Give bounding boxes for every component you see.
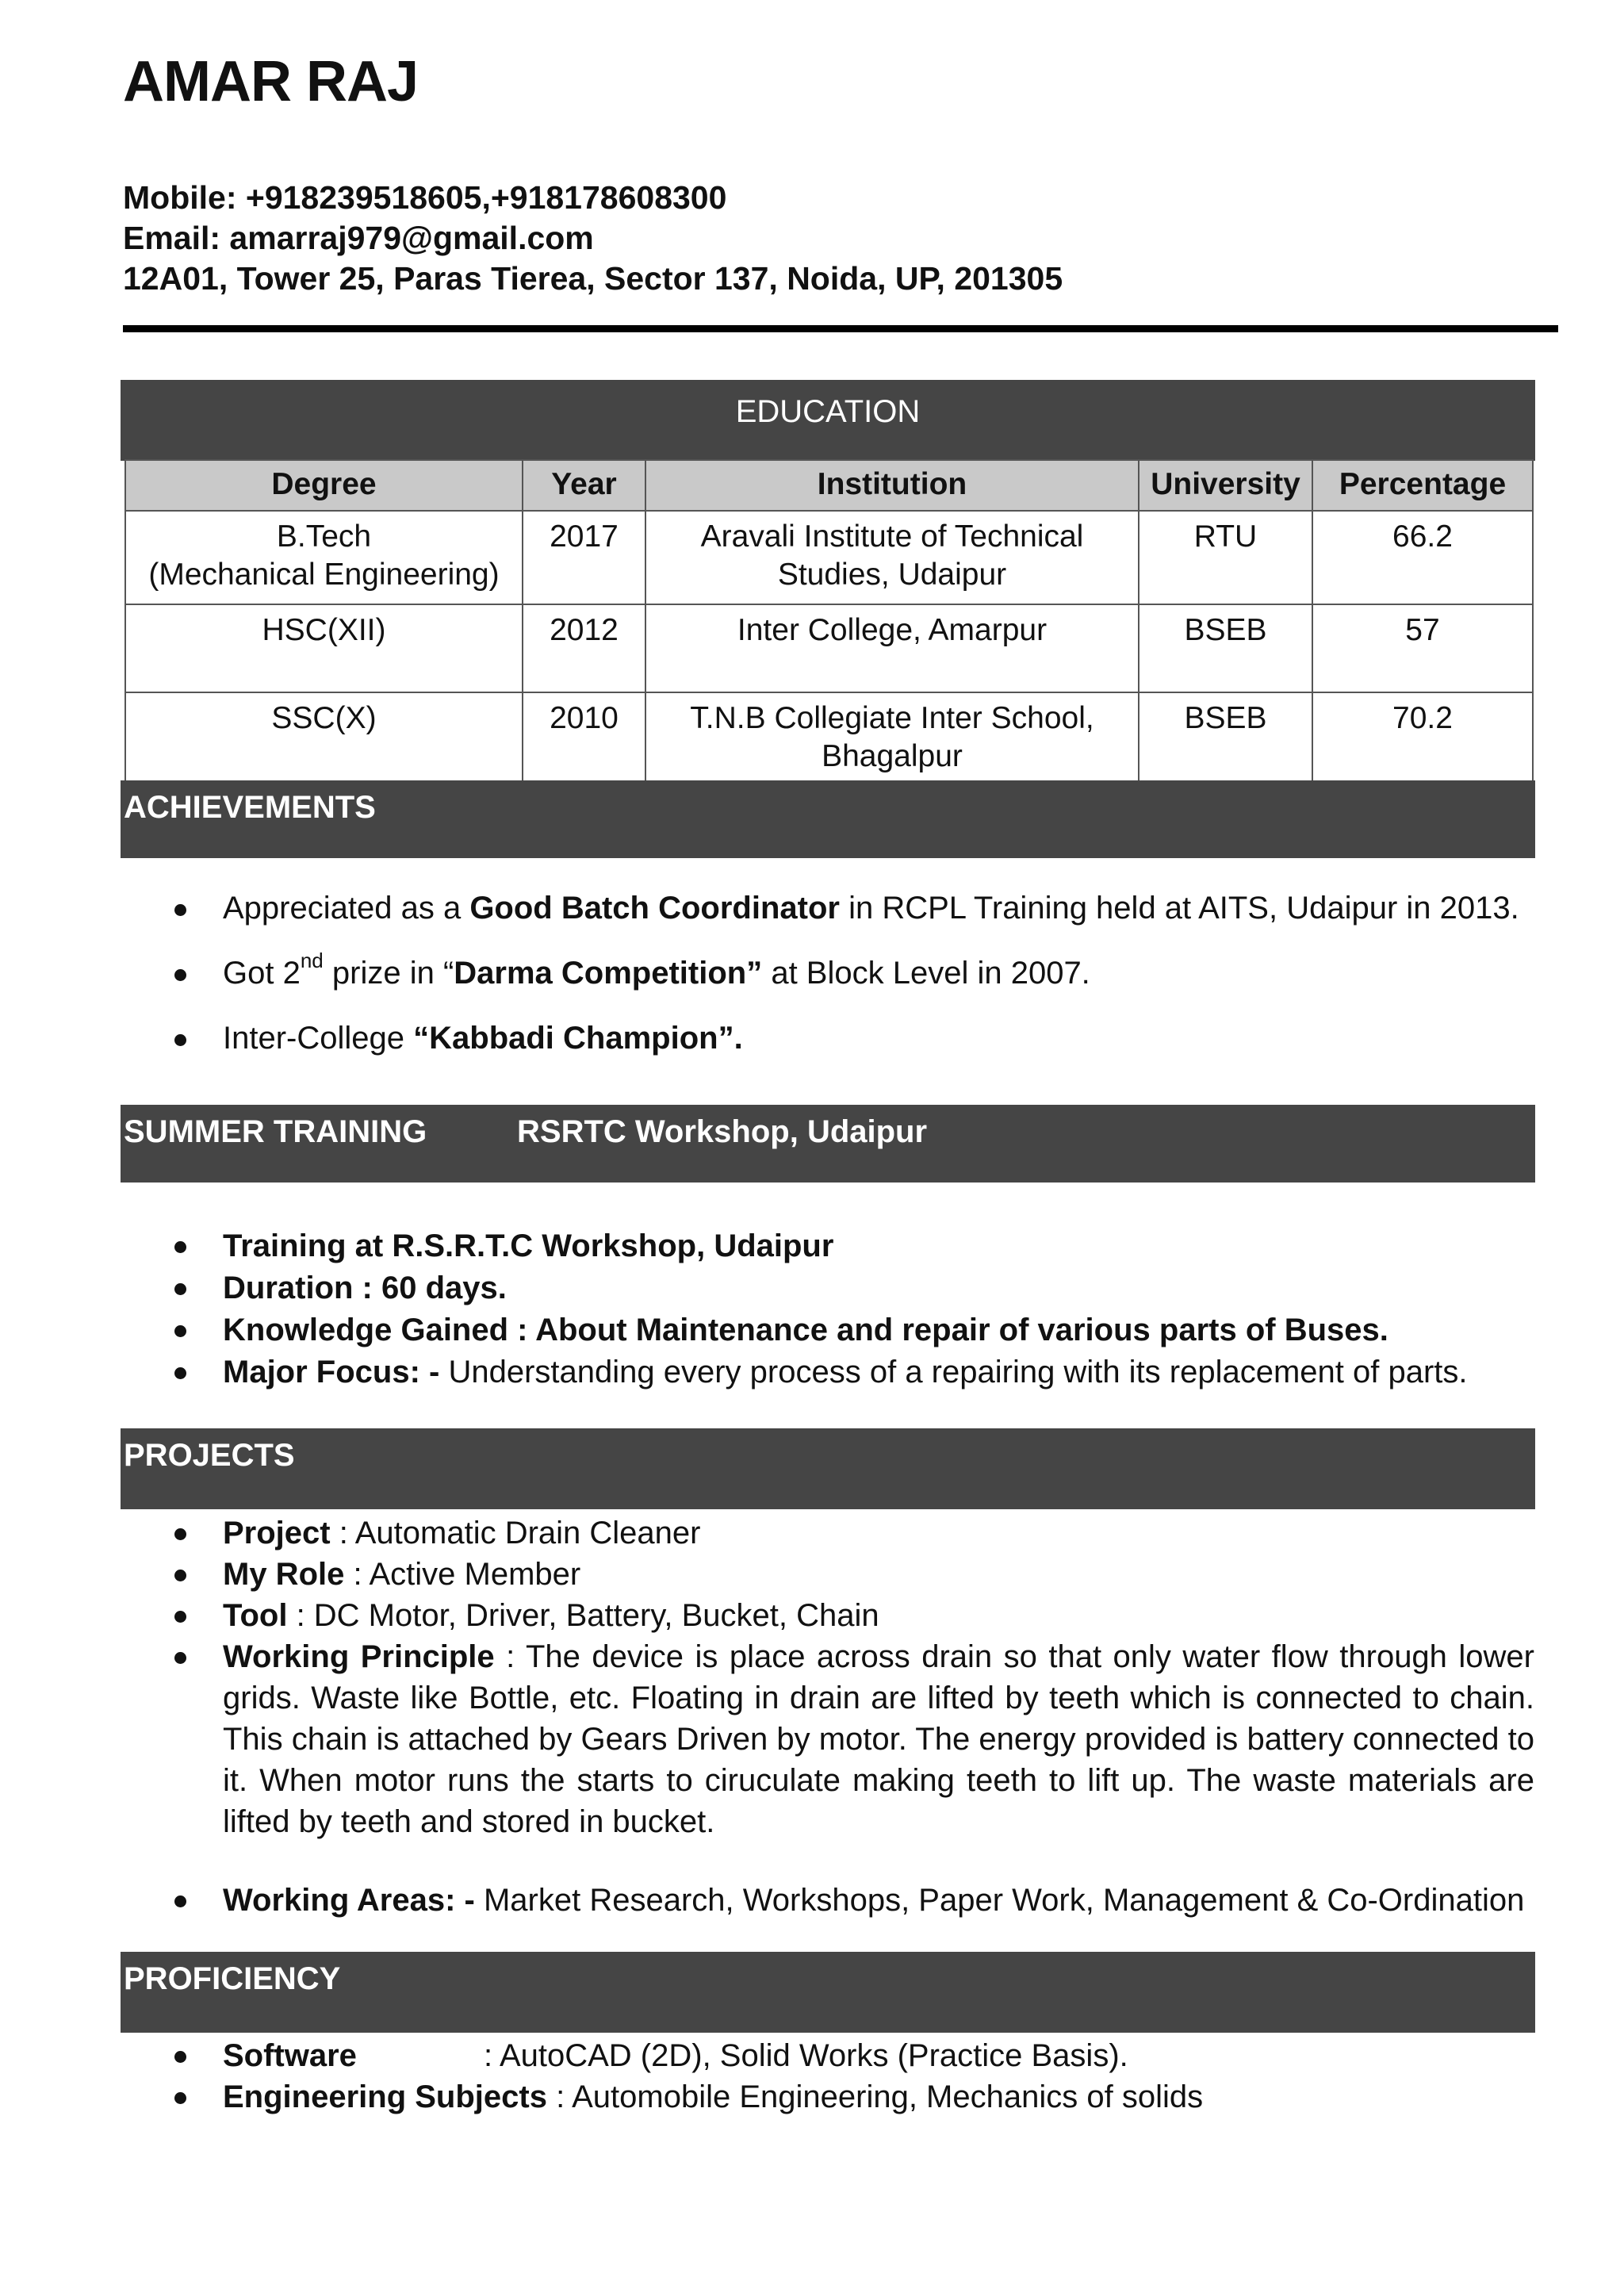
table-row xyxy=(125,604,1533,692)
contact-block xyxy=(123,178,1063,299)
training-subtitle: RSRTC Workshop, Udaipur xyxy=(517,1114,928,1149)
education-table xyxy=(124,459,1534,787)
column-header-year: Year xyxy=(523,460,645,511)
list-item: Inter-College “Kabbadi Champion”. xyxy=(123,1017,1542,1082)
education-title: EDUCATION xyxy=(735,394,921,429)
university-cell: BSEB xyxy=(1139,692,1312,786)
education-header-row xyxy=(125,460,1533,511)
training-title: SUMMER TRAINING xyxy=(124,1114,427,1149)
achievements-list xyxy=(123,887,1542,1082)
list-item: Tool : DC Motor, Driver, Battery, Bucket, Chain xyxy=(123,1595,1542,1636)
projects-section-header xyxy=(121,1428,1535,1509)
list-item: Training at R.S.R.T.C Workshop, Udaipur xyxy=(123,1225,1542,1267)
proficiency-title: PROFICIENCY xyxy=(124,1961,341,1996)
list-item: Appreciated as a Good Batch Coordinator in RCPL Training held at AITS, Udaipur in 2013. xyxy=(123,887,1542,952)
proficiency-list xyxy=(123,2035,1542,2118)
proficiency-section-header xyxy=(121,1952,1535,2033)
header-divider xyxy=(123,325,1558,332)
degree-cell: SSC(X) xyxy=(125,692,523,786)
percentage-cell: 66.2 xyxy=(1312,511,1533,604)
list-item: Knowledge Gained : About Maintenance and repair of various parts of Buses. xyxy=(123,1309,1542,1351)
list-item: Duration : 60 days. xyxy=(123,1267,1542,1309)
list-item: Got 2nd prize in “Darma Competition” at Block Level in 2007. xyxy=(123,952,1542,1017)
institution-cell: T.N.B Collegiate Inter School, Bhagalpur xyxy=(645,692,1139,786)
institution-cell: Aravali Institute of Technical Studies, Udaipur xyxy=(645,511,1139,604)
candidate-name: AMAR RAJ xyxy=(123,50,419,113)
percentage-cell: 70.2 xyxy=(1312,692,1533,786)
address-line: 12A01, Tower 25, Paras Tierea, Sector 137, Noida, UP, 201305 xyxy=(123,260,1063,297)
achievements-section-header xyxy=(121,780,1535,858)
degree-cell: B.Tech (Mechanical Engineering) xyxy=(125,511,523,604)
projects-title: PROJECTS xyxy=(124,1438,295,1473)
year-cell: 2010 xyxy=(523,692,645,786)
column-header-institution: Institution xyxy=(645,460,1139,511)
training-list xyxy=(123,1225,1542,1393)
list-item: Engineering Subjects : Automobile Engineering, Mechanics of solids xyxy=(123,2076,1542,2118)
achievements-title: ACHIEVEMENTS xyxy=(124,790,376,825)
list-item: Working Principle : The device is place across drain so that only water flow through lower grids. Waste like Bottle, etc. Floating in drain are lifted by teeth which is connected to chain. This chain is attached by Gears Driven by motor. The energy provided is battery connected to it. When motor runs the starts to ciruculate making teeth to lift up. The waste materials are lifted by teeth and stored in bucket. xyxy=(123,1636,1542,1842)
degree-cell: HSC(XII) xyxy=(125,604,523,692)
projects-list xyxy=(123,1512,1542,1921)
list-item: My Role : Active Member xyxy=(123,1554,1542,1595)
email-line: Email: amarraj979@gmail.com xyxy=(123,220,594,256)
training-section-header xyxy=(121,1105,1535,1182)
table-row xyxy=(125,692,1533,786)
column-header-university: University xyxy=(1139,460,1312,511)
list-item: Major Focus: - Understanding every process of a repairing with its replacement of parts. xyxy=(123,1351,1542,1393)
column-header-degree: Degree xyxy=(125,460,523,511)
column-header-percentage: Percentage xyxy=(1312,460,1533,511)
list-item: Working Areas: - Market Research, Workshops, Paper Work, Management & Co-Ordination xyxy=(123,1880,1542,1921)
university-cell: RTU xyxy=(1139,511,1312,604)
education-section-header xyxy=(121,380,1535,461)
institution-cell: Inter College, Amarpur xyxy=(645,604,1139,692)
list-item: Project : Automatic Drain Cleaner xyxy=(123,1512,1542,1554)
table-row xyxy=(125,511,1533,604)
mobile-line: Mobile: +918239518605,+918178608300 xyxy=(123,179,727,216)
year-cell: 2017 xyxy=(523,511,645,604)
university-cell: BSEB xyxy=(1139,604,1312,692)
percentage-cell: 57 xyxy=(1312,604,1533,692)
year-cell: 2012 xyxy=(523,604,645,692)
list-item: Software : AutoCAD (2D), Solid Works (Practice Basis). xyxy=(123,2035,1542,2076)
